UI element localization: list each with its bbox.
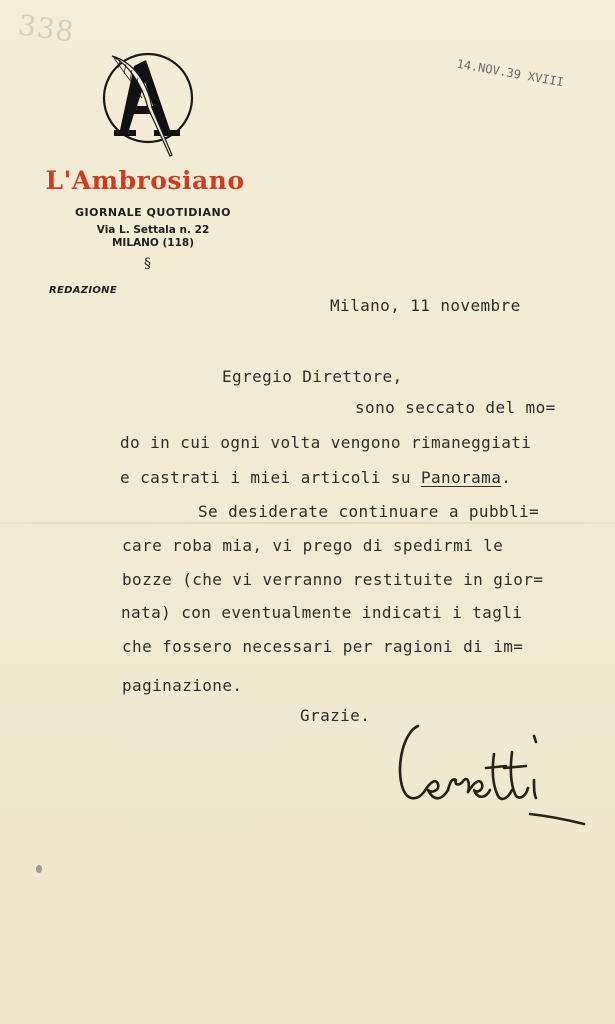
department-label: REDAZIONE <box>49 285 117 296</box>
handwritten-signature <box>388 712 593 832</box>
quill-logo-icon <box>98 48 202 160</box>
newspaper-masthead: L'Ambrosiano <box>45 166 245 195</box>
publication-name: Panorama <box>420 468 502 487</box>
paper-fold-line <box>0 522 615 524</box>
letter-line: care roba mia, vi prego di spedirmi le <box>122 536 504 555</box>
letter-line-text: e castrati i miei articoli su <box>120 468 421 487</box>
archive-number: 338 <box>15 8 77 49</box>
letter-line: do in cui ogni volta vengono rimaneggiati <box>120 433 532 452</box>
letter-line: nata) con eventualmente indicati i tagli <box>121 603 523 622</box>
section-mark: § <box>144 256 151 272</box>
newspaper-subtitle: GIORNALE QUOTIDIANO <box>74 206 232 219</box>
letter-line: bozze (che vi verranno restituite in gior= <box>122 570 544 589</box>
letter-line <box>120 468 511 487</box>
ink-smudge <box>36 865 42 873</box>
letter-line-punct: . <box>501 468 512 487</box>
letter-line: Se desiderate continuare a pubbli= <box>198 502 540 521</box>
address-city: MILANO (118) <box>111 237 195 249</box>
letter-date: Milano, 11 novembre <box>330 296 521 315</box>
letter-line: paginazione. <box>122 676 243 695</box>
letter-closing: Grazie. <box>300 706 371 725</box>
letter-salutation: Egregio Direttore, <box>222 367 403 386</box>
letter-line: sono seccato del mo= <box>355 398 556 417</box>
letter-line: che fossero necessari per ragioni di im= <box>122 637 524 656</box>
received-stamp: 14.NOV.39 XVIII <box>455 56 565 90</box>
address-street: Via L. Settala n. 22 <box>96 224 210 236</box>
